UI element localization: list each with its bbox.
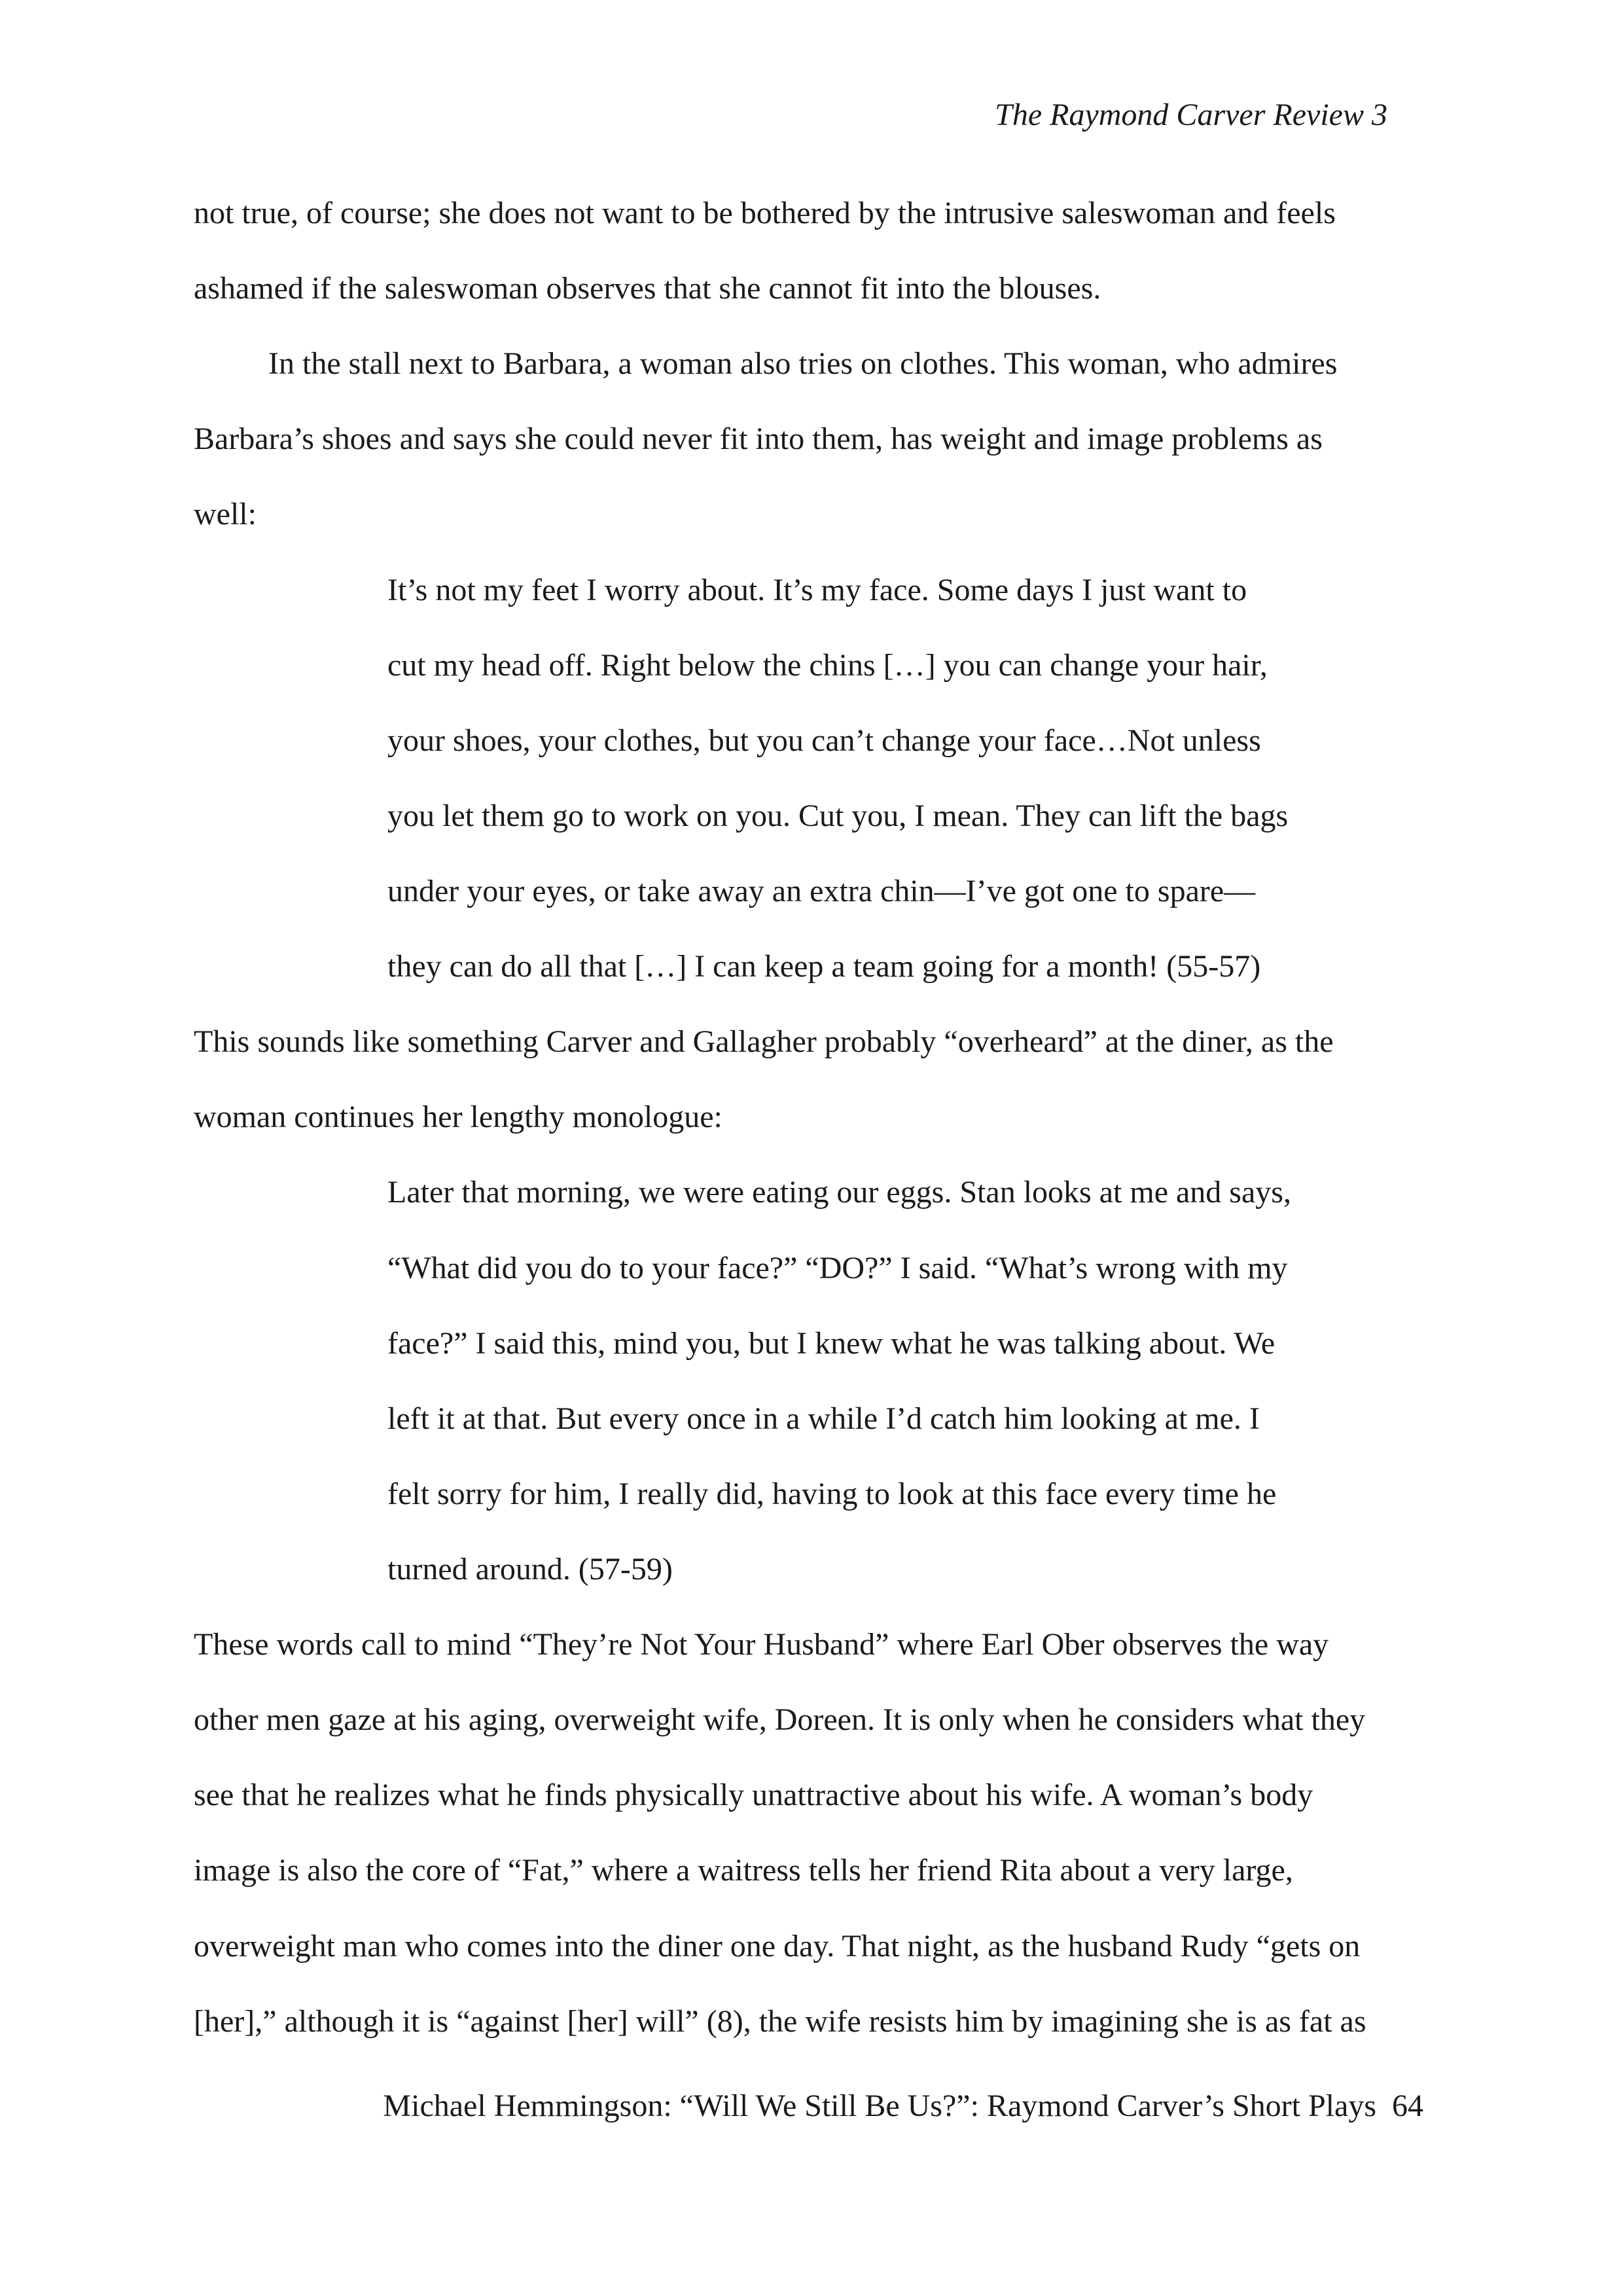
block-quote-line: left it at that. But every once in a while I’d catch him looking at me. I <box>387 1401 1260 1436</box>
text-line: overweight man who comes into the diner one day. That night, as the husband Rudy “gets on <box>194 1929 1361 1964</box>
page-number: 64 <box>1392 2089 1423 2123</box>
block-quote-line: It’s not my feet I worry about. It’s my face. Some days I just want to <box>387 573 1247 607</box>
text-line: Barbara’s shoes and says she could never fit into them, has weight and image problems as <box>194 422 1323 456</box>
text-line: other men gaze at his aging, overweight wife, Doreen. It is only when he considers what they <box>194 1702 1366 1737</box>
page-footer <box>383 2088 1423 2124</box>
text-line: well: <box>194 497 257 531</box>
text-line: This sounds like something Carver and Gallagher probably “overheard” at the diner, as the <box>194 1024 1334 1059</box>
text-line: woman continues her lengthy monologue: <box>194 1100 722 1134</box>
block-quote-line: “What did you do to your face?” “DO?” I said. “What’s wrong with my <box>387 1251 1288 1285</box>
block-quote-line: face?” I said this, mind you, but I knew what he was talking about. We <box>387 1326 1275 1361</box>
text-line: [her],” although it is “against [her] will” (8), the wife resists him by imagining she is as fat as <box>194 2004 1366 2039</box>
text-line: see that he realizes what he finds physically unattractive about his wife. A woman’s body <box>194 1778 1313 1812</box>
block-quote-line: your shoes, your clothes, but you can’t change your face…Not unless <box>387 723 1261 758</box>
text-line: These words call to mind “They’re Not Your Husband” where Earl Ober observes the way <box>194 1627 1329 1662</box>
block-quote-line: under your eyes, or take away an extra chin—I’ve got one to spare— <box>387 874 1256 908</box>
text-line: In the stall next to Barbara, a woman also tries on clothes. This woman, who admires <box>268 346 1338 381</box>
text-line: image is also the core of “Fat,” where a waitress tells her friend Rita about a very large, <box>194 1853 1293 1888</box>
block-quote-line: cut my head off. Right below the chins […] you can change your hair, <box>387 648 1268 683</box>
block-quote-line: felt sorry for him, I really did, having to look at this face every time he <box>387 1477 1277 1511</box>
running-header: The Raymond Carver Review 3 <box>995 98 1387 132</box>
block-quote-line: they can do all that […] I can keep a team going for a month! (55-57) <box>387 949 1261 984</box>
text-line: not true, of course; she does not want to be bothered by the intrusive saleswoman and feels <box>194 196 1336 230</box>
footer-citation: Michael Hemmingson: “Will We Still Be Us?”: Raymond Carver’s Short Plays <box>383 2089 1376 2123</box>
block-quote-line: Later that morning, we were eating our eggs. Stan looks at me and says, <box>387 1175 1291 1210</box>
block-quote-line: you let them go to work on you. Cut you, I mean. They can lift the bags <box>387 798 1289 833</box>
text-line: ashamed if the saleswoman observes that she cannot fit into the blouses. <box>194 271 1101 306</box>
block-quote-line: turned around. (57-59) <box>387 1552 673 1587</box>
